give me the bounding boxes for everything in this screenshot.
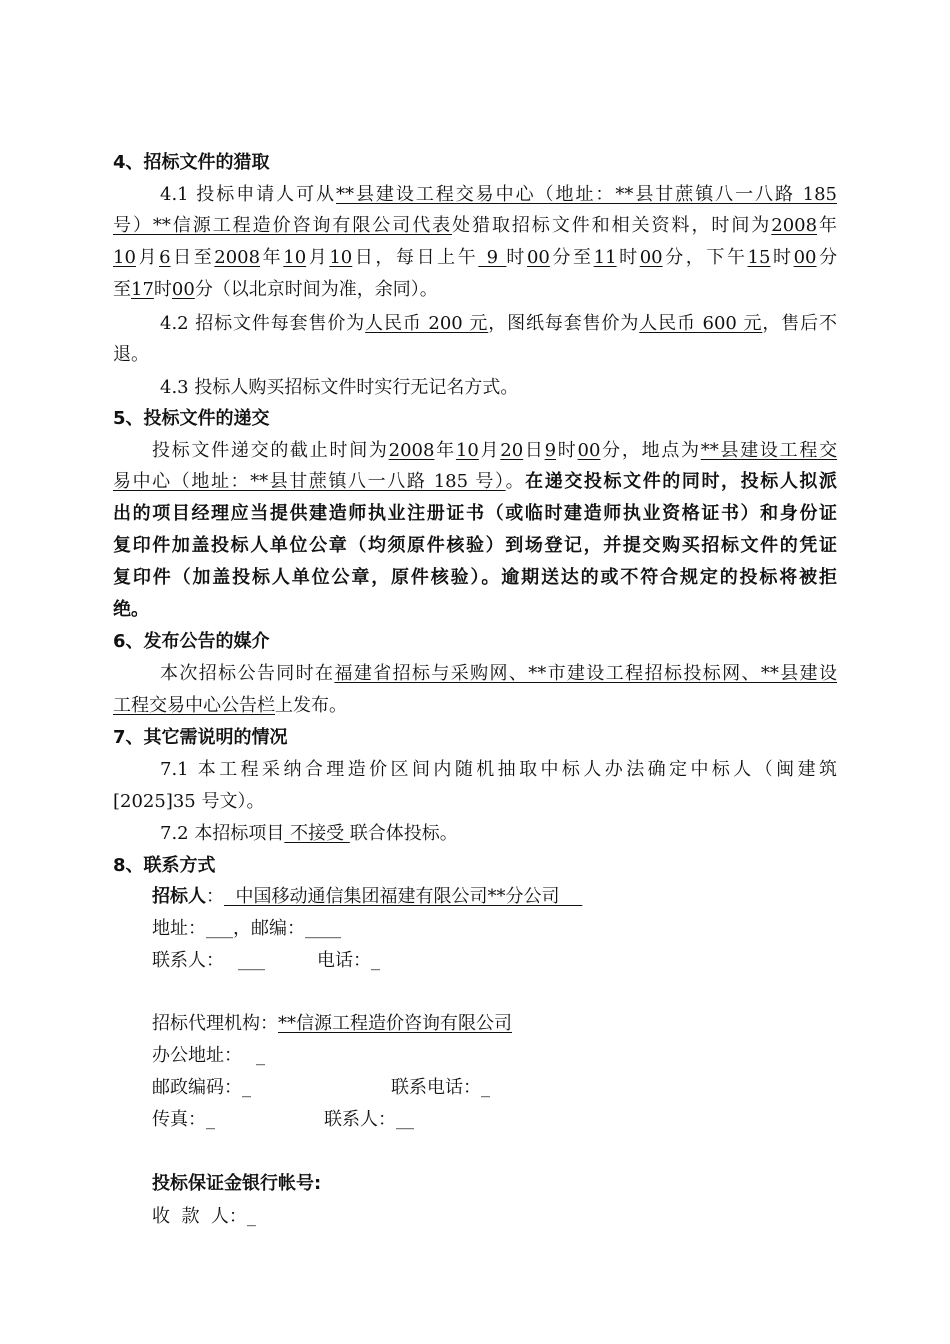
section-8-heading: 8、联系方式 [113, 855, 216, 876]
address-line: 地址：___，邮编：____ [152, 918, 341, 939]
agency-contact: 联系人：__ [324, 1109, 414, 1130]
price-document: 人民币 200 元 [365, 313, 489, 334]
s7-p1-line2: [2025]35 号文）。 [113, 791, 265, 812]
s4-p3: 4.3 投标人购买招标文件时实行无记名方式。 [160, 377, 519, 398]
s6-line2: 工程交易中心公告栏上发布。 [113, 695, 347, 716]
office-line: 办公地址： _ [152, 1045, 265, 1066]
tenderer-value: 中国移动通信集团福建有限公司**分公司 [224, 886, 583, 907]
s7-p1-line1: 7.1 本工程采纳合理造价区间内随机抽取中标人办法确定中标人（闽建筑 [160, 759, 837, 780]
agency-line: 招标代理机构：**信源工程造价咨询有限公司 [152, 1013, 512, 1034]
zip-line: 邮政编码：_ [152, 1077, 251, 1098]
agent-text: 号）**信源工程造价咨询有限公司代表 [113, 215, 453, 236]
s4-p1-line2: 号）**信源工程造价咨询有限公司代表处猎取招标文件和相关资料，时间为2008年 [113, 215, 838, 236]
contact-line: 联系人： ___ 电话：_ [152, 950, 380, 971]
price-drawing: 人民币 600 元 [639, 313, 763, 334]
s4-p1-line1: 4.1 投标申请人可从**县建设工程交易中心（地址：**县甘蔗镇八一八路 185 [160, 184, 837, 205]
section-5-heading: 5、投标文件的递交 [113, 408, 270, 429]
section-4-heading: 4、招标文件的猎取 [113, 152, 270, 173]
payee-line: 收 款 人：_ [152, 1206, 256, 1227]
s5-line4: 复印件加盖投标人单位公章（均须原件核验）到场登记，并提交购买招标文件的凭证 [113, 535, 837, 556]
s7-p2: 7.2 本招标项目 不接受 联合体投标。 [160, 823, 458, 844]
s6-line1: 本次招标公告同时在福建省招标与采购网、**市建设工程招标投标网、**县建设 [160, 663, 838, 684]
agency-value: **信源工程造价咨询有限公司 [278, 1013, 512, 1034]
venue-text: **县建设工程交易中心（地址：**县甘蔗镇八一八路 185 [336, 184, 837, 205]
s4-p2-line1: 4.2 招标文件每套售价为人民币 200 元，图纸每套售价为人民币 600 元，售后不 [160, 313, 837, 334]
section-7-heading: 7、其它需说明的情况 [113, 727, 288, 748]
section-6-heading: 6、发布公告的媒介 [113, 631, 270, 652]
s5-line3: 出的项目经理应当提供建造师执业注册证书（或临时建造师执业资格证书）和身份证 [113, 503, 837, 524]
bank-heading: 投标保证金银行帐号: [152, 1173, 322, 1194]
s5-line5: 复印件（加盖投标人单位公章，原件核验）。逾期送达的或不符合规定的投标将被拒 [113, 567, 837, 588]
fax-line: 传真：_ [152, 1109, 215, 1130]
s4-p2-line2: 退。 [113, 344, 149, 365]
s4-p1-line4: 至17时00分（以北京时间为准，余同）。 [113, 279, 438, 300]
s5-line2: 易中心（地址：**县甘蔗镇八一八路 185 号）。在递交投标文件的同时，投标人拟派 [113, 471, 837, 492]
s5-line6: 绝。 [113, 599, 149, 620]
s4-p1-line3: 10月6日至2008年10月10日，每日上午 9 时00分至11时00分，下午15时00分 [113, 247, 838, 268]
tenderer-line: 招标人： 中国移动通信集团福建有限公司**分公司 [152, 886, 583, 907]
s5-line1: 投标文件递交的截止时间为2008年10月20日9时00分，地点为**县建设工程交 [152, 440, 838, 461]
agency-phone: 联系电话：_ [391, 1077, 490, 1098]
